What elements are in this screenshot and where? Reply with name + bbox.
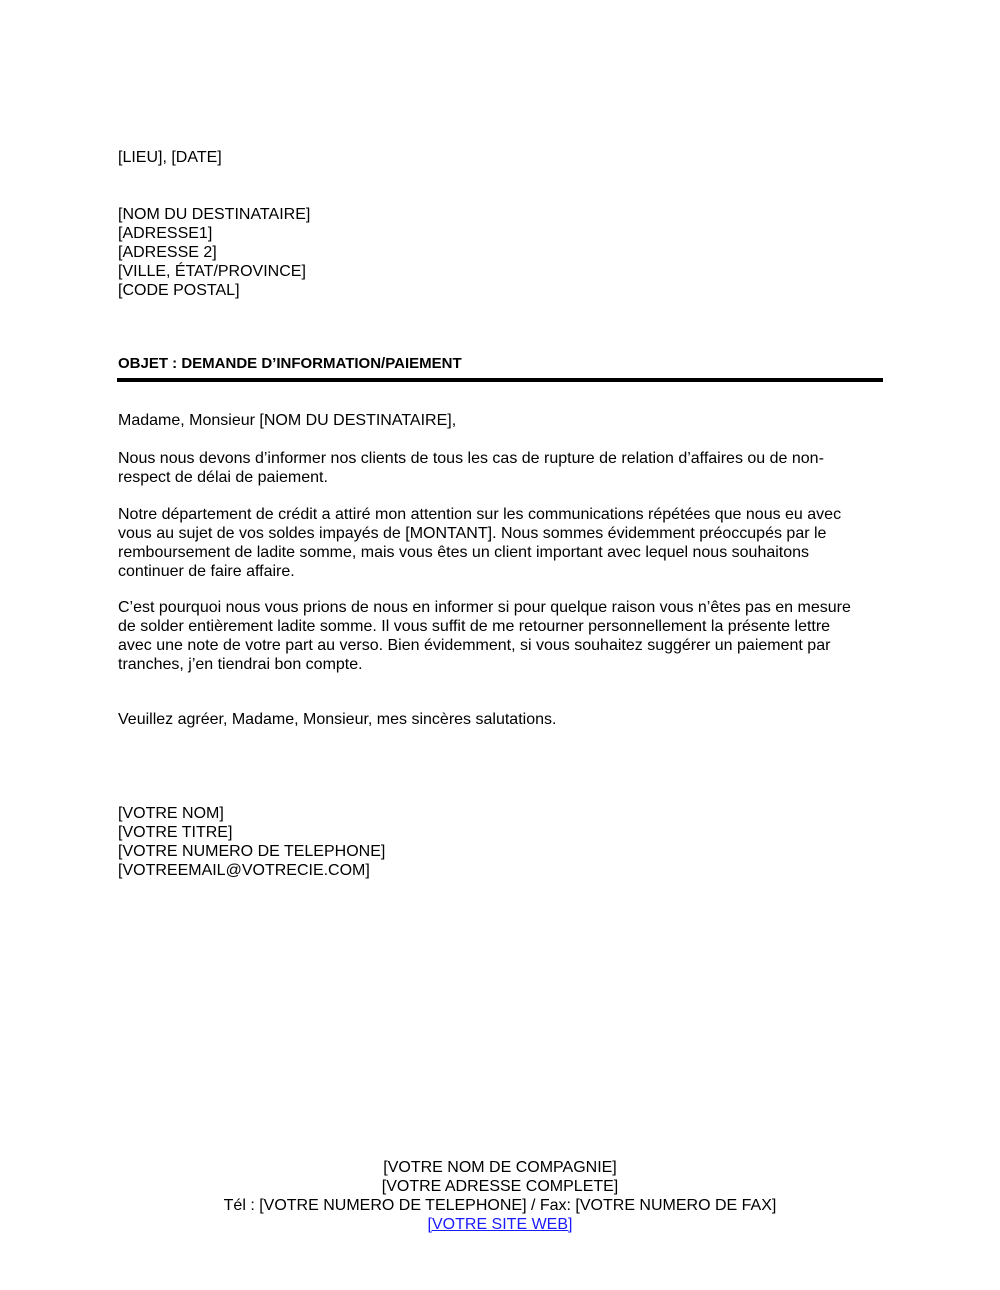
paragraph-line: respect de délai de paiement. xyxy=(118,469,328,486)
paragraph-1 xyxy=(118,449,883,487)
salutation: Madame, Monsieur [NOM DU DESTINATAIRE], xyxy=(118,412,457,429)
paragraph-line: Notre département de crédit a attiré mon attention sur les communications répétées que nous eu avec xyxy=(118,506,842,523)
paragraph-line: avec une note de votre part au verso. Bien évidemment, si vous souhaitez suggérer un paiement par xyxy=(118,637,831,654)
subject-line: OBJET : DEMANDE D’INFORMATION/PAIEMENT xyxy=(118,355,462,372)
signature-phone: [VOTRE NUMERO DE TELEPHONE] xyxy=(118,843,386,860)
paragraph-line: C’est pourquoi nous vous prions de nous en informer si pour quelque raison vous n’êtes pas en mesure xyxy=(118,599,851,616)
closing: Veuillez agréer, Madame, Monsieur, mes sincères salutations. xyxy=(118,711,557,728)
paragraph-line: Nous nous devons d’informer nos clients de tous les cas de rupture de relation d’affaires ou de non- xyxy=(118,450,824,467)
footer-company: [VOTRE NOM DE COMPAGNIE] xyxy=(383,1159,617,1176)
paragraph-2 xyxy=(118,505,883,581)
paragraph-line: vous au sujet de vos soldes impayés de [MONTANT]. Nous sommes évidemment préoccupés par le xyxy=(118,525,827,542)
recipient-postal-code: [CODE POSTAL] xyxy=(118,282,240,299)
recipient-name: [NOM DU DESTINATAIRE] xyxy=(118,206,311,223)
paragraph-3 xyxy=(118,598,883,674)
paragraph-line: tranches, j’en tiendrai bon compte. xyxy=(118,656,363,673)
signature-title: [VOTRE TITRE] xyxy=(118,824,233,841)
recipient-address1: [ADRESSE1] xyxy=(118,225,213,242)
closing-block xyxy=(118,710,883,729)
footer-address: [VOTRE ADRESSE COMPLETE] xyxy=(381,1178,619,1195)
recipient-address2: [ADRESSE 2] xyxy=(118,244,217,261)
salutation-block xyxy=(118,411,883,430)
signature-email: [VOTREEMAIL@VOTRECIE.COM] xyxy=(118,862,370,879)
paragraph-line: de solder entièrement ladite somme. Il vous suffit de me retourner personnellement la présente lettre xyxy=(118,618,831,635)
paragraph-line: remboursement de ladite somme, mais vous êtes un client important avec lequel nous souhaitons xyxy=(118,544,810,561)
paragraph-line: continuer de faire affaire. xyxy=(118,563,295,580)
footer-website-link[interactable]: [VOTRE SITE WEB] xyxy=(427,1216,573,1233)
signature-block xyxy=(118,804,883,880)
signature-name: [VOTRE NOM] xyxy=(118,805,224,822)
place-date-block xyxy=(118,148,883,167)
recipient-address-block xyxy=(118,205,883,300)
subject-block xyxy=(118,354,883,373)
place-date: [LIEU], [DATE] xyxy=(118,149,222,166)
recipient-city-state: [VILLE, ÉTAT/PROVINCE] xyxy=(118,263,306,280)
footer-contact: Tél : [VOTRE NUMERO DE TELEPHONE] / Fax: [VOTRE NUMERO DE FAX] xyxy=(223,1197,777,1214)
subject-divider xyxy=(117,378,883,382)
letterhead-footer xyxy=(0,1158,1000,1234)
